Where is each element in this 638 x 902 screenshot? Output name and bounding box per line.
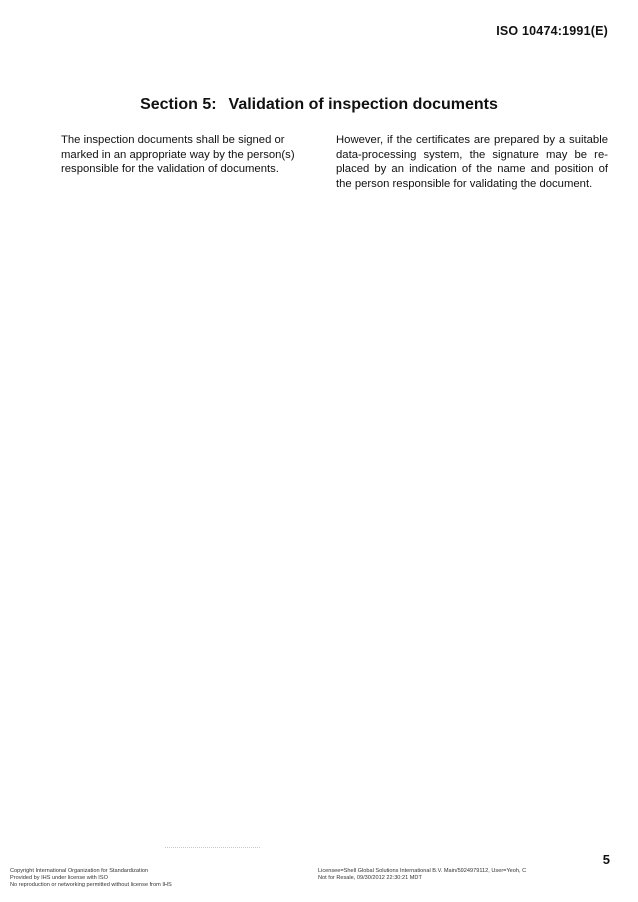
paragraph-data-processing: However, if the certificates are prepared by a suitable data-processing system, the signature may be re-placed by an indication of the name and position of the person responsible for validating the document. [336,134,608,190]
footer-copyright [10,868,172,890]
footer-line: Copyright International Organization for Standardization [10,868,149,874]
body-column-left [61,133,307,177]
footer-line: Not for Resale, 09/30/2012 22:30:21 MDT [318,875,422,882]
footer-line: No reproduction or networking permitted without license from IHS [10,882,172,889]
scan-artifact-divider [165,847,260,849]
body-column-right [336,133,608,191]
document-code: ISO 10474:1991(E) [496,24,608,38]
footer-line: Provided by IHS under license with ISO [10,875,108,882]
footer-line: Licensee=Shell Global Solutions International B.V. Main/5924979112, User=Yeoh, C [318,868,527,874]
section-number: Section 5: [140,96,217,113]
section-title: Validation of inspection documents [228,96,498,113]
section-heading [0,96,638,114]
page-number: 5 [602,852,610,867]
paragraph-validation-signature: The inspection documents shall be signed or marked in an appropriate way by the person(s) responsible for the validation of documents. [61,134,295,176]
footer-license [318,868,526,882]
